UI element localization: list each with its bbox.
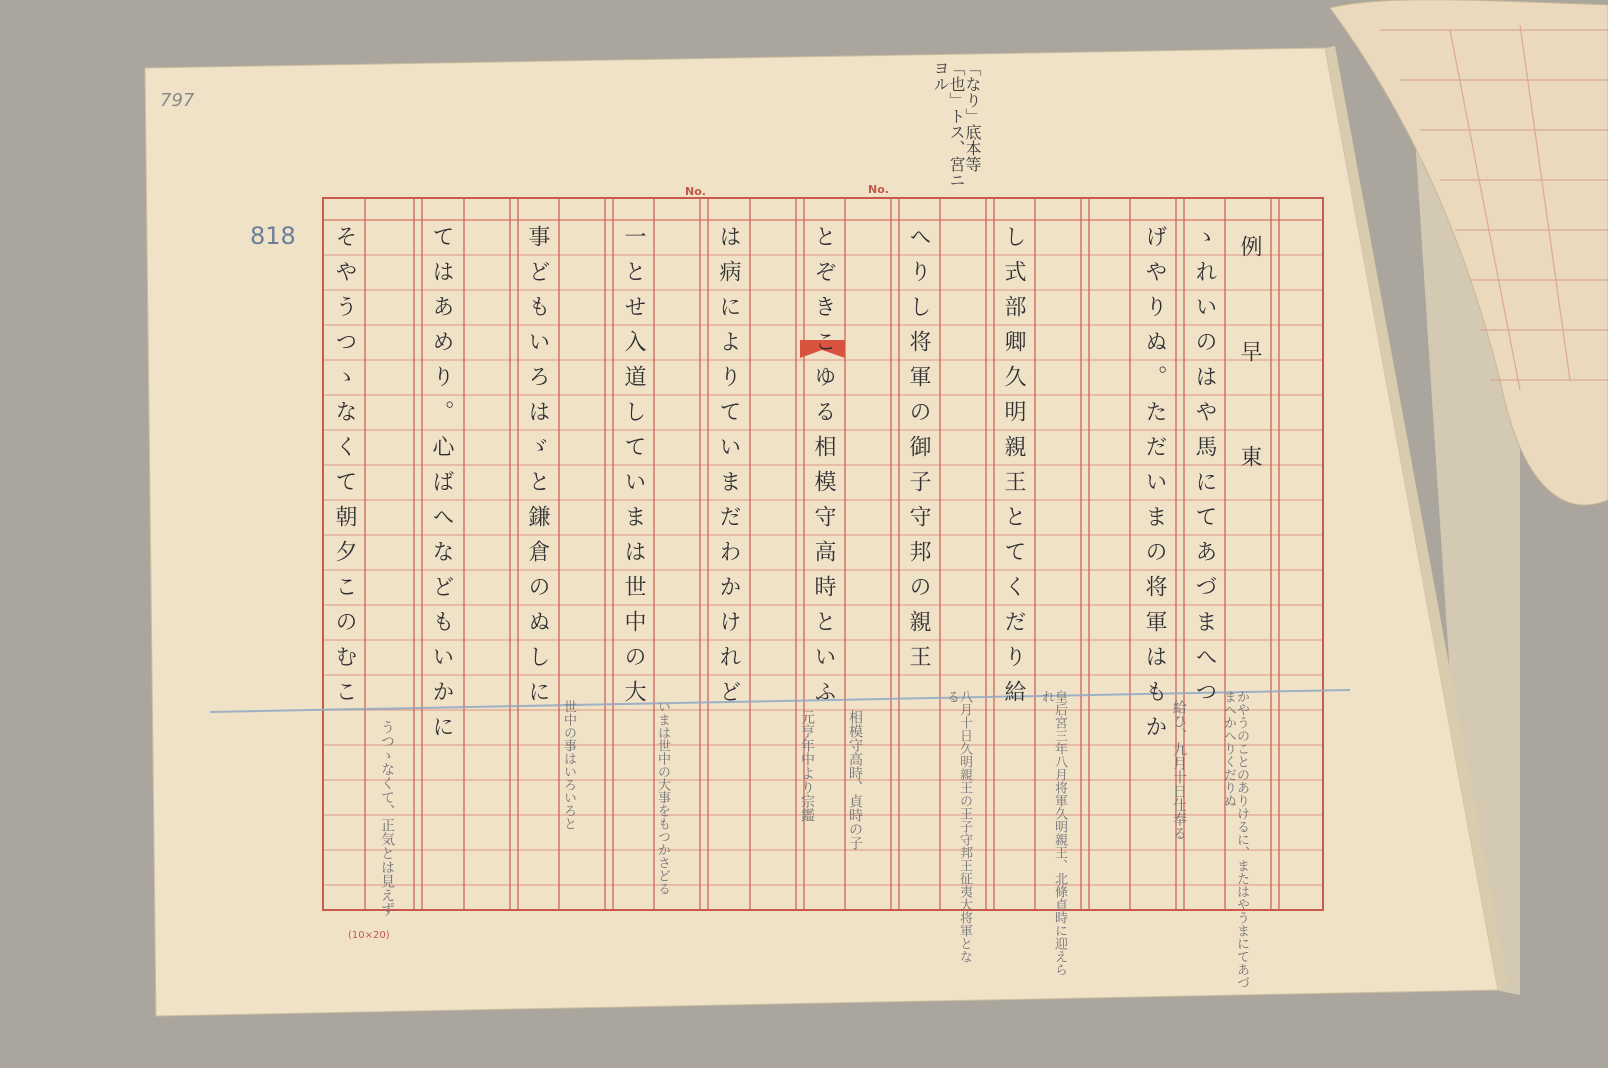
column-3-annotation: 給ひ、九月十日仕奉る <box>1171 700 1187 840</box>
column-4-text: し式部卿久明親王とてくだり給 <box>1001 225 1026 715</box>
column-6-annotation: 相模守高時、貞時の子 <box>847 710 863 850</box>
column-2-annotation: かやうのことのありけるに、またはやうまにてあづまへかへりくだりぬ <box>1221 690 1249 989</box>
column-8-annotation: いまは世中の大事をもつかさどる <box>655 700 670 895</box>
column-7-annotation: 元亨年中より宗鑑 <box>799 710 815 822</box>
column-2-text: ゝれいのはや馬にてあづまへつ <box>1192 225 1217 715</box>
corner-mark: 797 <box>160 90 195 111</box>
no-label-left: No. <box>685 185 706 198</box>
column-5-annotation: 八月十日久明親王の王子守邦王征夷大将軍となる <box>944 690 972 963</box>
column-5-text: へりし将軍の御子守邦の親王 <box>906 225 931 680</box>
column-4-annotation: 皇后宮三年八月将軍久明親王、北條貞時に迎えられ <box>1039 690 1067 976</box>
top-note: 「なり」底本等「也」トス、宮ニヨル <box>931 60 982 188</box>
column-1-text: 例 早 東 <box>1237 235 1262 480</box>
column-8-text: 一とせ入道していまは世中の大 <box>621 225 646 715</box>
column-10-text: てはあめり。心ばへなどもいかに <box>429 225 454 750</box>
column-9-text: 事どもいろはゞと鎌倉のぬしに <box>525 225 550 715</box>
column-3-text: げやりぬ。ただいまの将軍はもか <box>1142 225 1167 750</box>
column-7-text: は病によりていまだわかけれど <box>716 225 741 715</box>
column-11-text: そやうつゝなくて朝夕このむこ <box>332 225 357 715</box>
column-9-annotation: 世中の事はいろいろと <box>561 700 576 830</box>
column-11-annotation: うつゝなくて、正気とは見えず <box>379 720 395 916</box>
form-code: (10×20) <box>348 930 390 941</box>
page-number: 818 <box>250 222 296 250</box>
no-label-right: No. <box>868 183 889 196</box>
column-6-text: とぞきこゆる相模守高時といふ <box>811 225 836 715</box>
